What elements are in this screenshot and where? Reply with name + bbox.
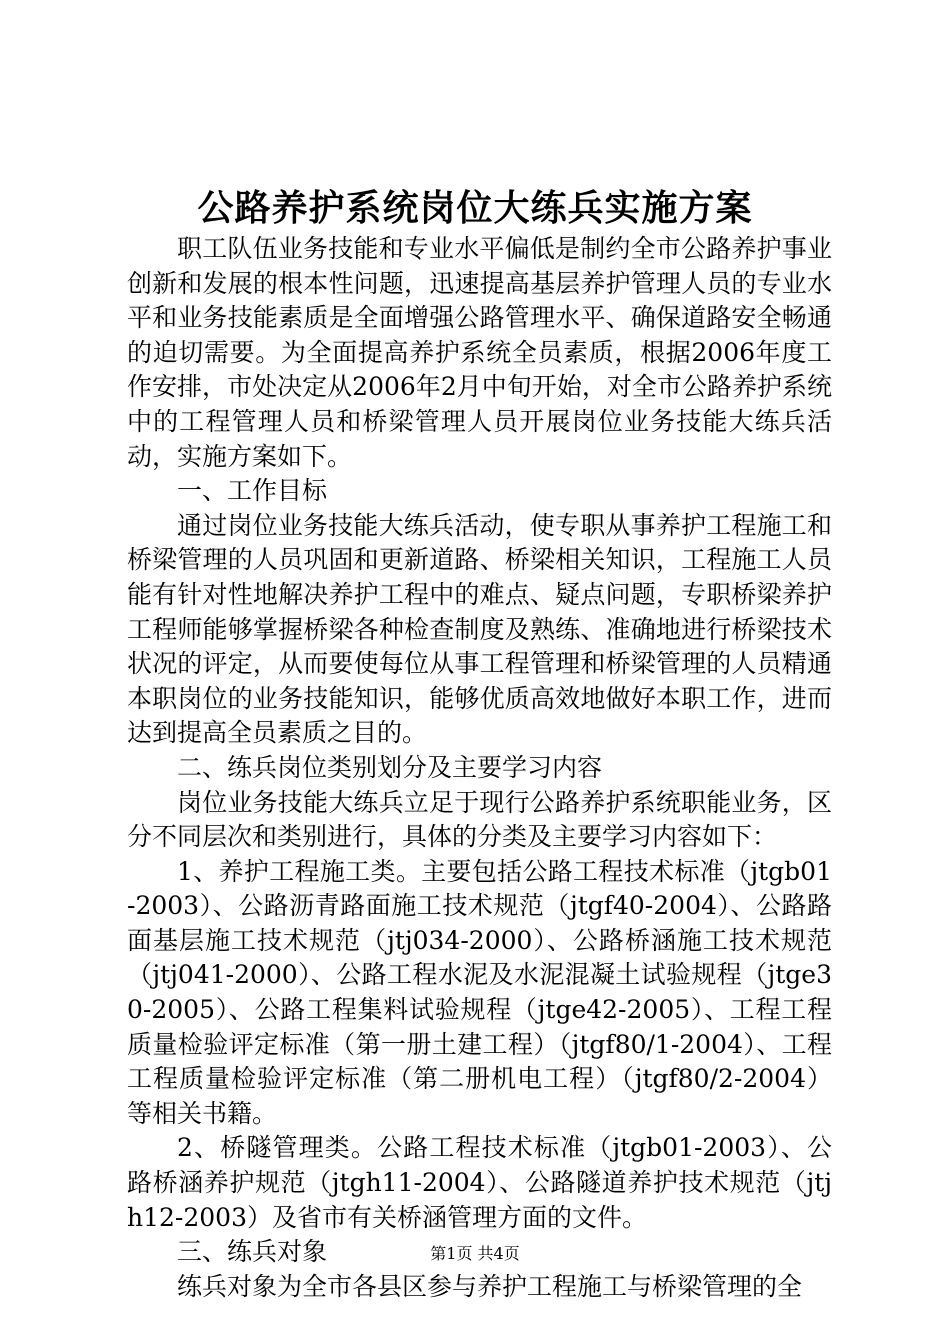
section-heading-categories: 二、练兵岗位类别划分及主要学习内容	[177, 752, 603, 782]
document-title: 公路养护系统岗位大练兵实施方案	[197, 187, 753, 229]
paragraph-category-bridges-tunnels: 2、桥隧管理类。公路工程技术标准（jtgb01-2003）、公路桥涵养护规范（jtgh11-2004）、公路隧道养护技术规范（jtjh12-2003）及省市有关桥涵管理方面的文件。	[127, 1133, 832, 1232]
section-heading-goals: 一、工作目标	[177, 476, 328, 506]
paragraph-goals: 通过岗位业务技能大练兵活动，使专职从事养护工程施工和桥梁管理的人员巩固和更新道路、桥梁相关知识，工程施工人员能有针对性地解决养护工程中的难点、疑点问题，专职桥梁养护工程师能够掌握桥梁各种检查制度及熟练、准确地进行桥梁技术状况的评定，从而要使每位从事工程管理和桥梁管理的人员精通本职岗位的业务技能知识，能够优质高效地做好本职工作，进而达到提高全员素质之目的。	[127, 510, 832, 748]
paragraph-categories-intro: 岗位业务技能大练兵立足于现行公路养护系统职能业务，区分不同层次和类别进行，具体的分类及主要学习内容如下：	[127, 787, 832, 852]
section-heading-participants: 三、练兵对象	[177, 1237, 328, 1267]
page-number-footer: 第1页 共4页	[430, 1244, 520, 1263]
paragraph-intro: 职工队伍业务技能和专业水平偏低是制约全市公路养护事业创新和发展的根本性问题，迅速提高基层养护管理人员的专业水平和业务技能素质是全面增强公路管理水平、确保道路安全畅通的迫切需要。为全面提高养护系统全员素质，根据2006年度工作安排，市处决定从2006年2月中旬开始，对全市公路养护系统中的工程管理人员和桥梁管理人员开展岗位业务技能大练兵活动，实施方案如下。	[127, 234, 832, 471]
paragraph-participants: 练兵对象为全市各县区参与养护工程施工与桥梁管理的全	[177, 1271, 803, 1301]
paragraph-category-construction: 1、养护工程施工类。主要包括公路工程技术标准（jtgb01-2003）、公路沥青路面施工技术规范（jtgf40-2004）、公路路面基层施工技术规范（jtj034-2000）、公路桥涵施工技术规范（jtj041-2000）、公路工程水泥及水泥混凝土试验规程（jtge30-2005）、公路工程集料试验规程（jtge42-2005）、工程工程质量检验评定标准（第一册土建工程）（jtgf80/1-2004）、工程工程质量检验评定标准（第二册机电工程）（jtgf80/2-2004）等相关书籍。	[127, 856, 832, 1128]
document-body	[127, 232, 832, 1304]
